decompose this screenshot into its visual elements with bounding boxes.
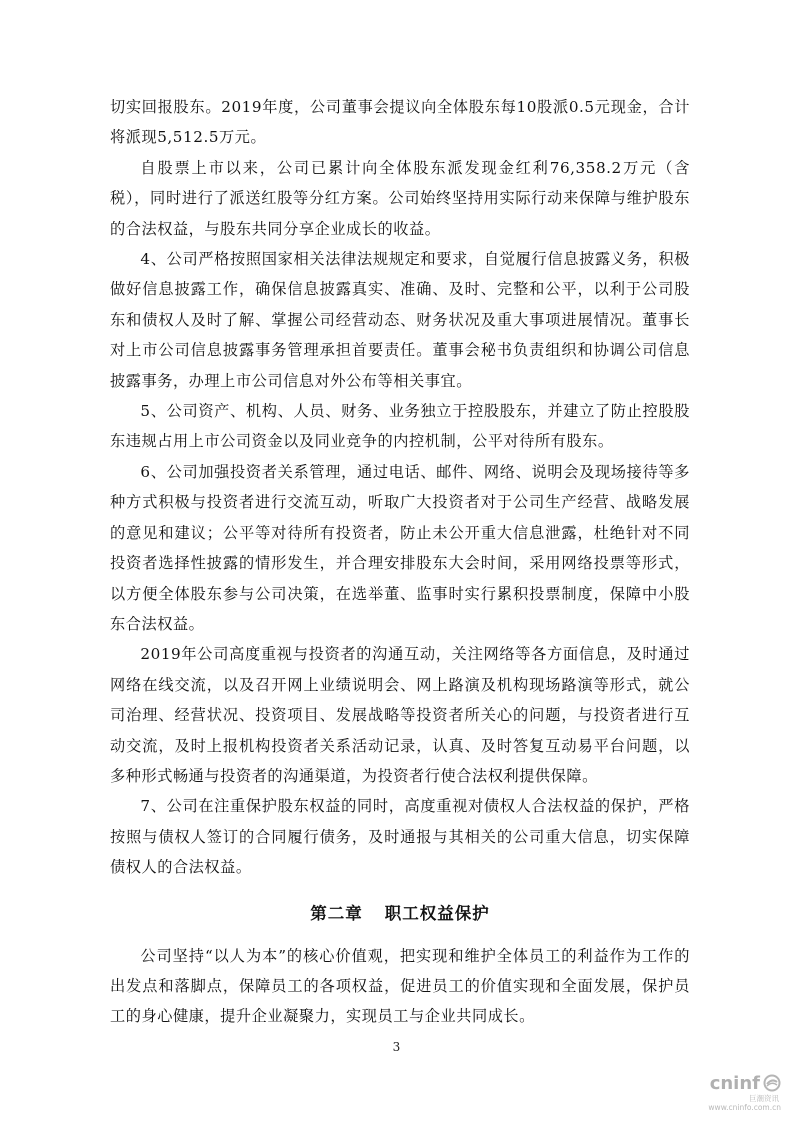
paragraph: 2019年公司高度重视与投资者的沟通互动，关注网络等各方面信息，及时通过网络在线交流，以及召开网上业绩说明会、网上路演及机构现场路演等形式，就公司治理、经营状况、投资项目、发展战略等投资者所关心的问题，与投资者进行互动交流，及时上报机构投资者关系活动记录，认真、及时答复互动易平台问题，以多种形式畅通与投资者的沟通渠道，为投资者行使合法权利提供保障。	[110, 645, 690, 785]
paragraph: 5、公司资产、机构、人员、财务、业务独立于控股股东，并建立了防止控股股东违规占用上市公司资金以及同业竞争的内控机制，公平对待所有股东。	[110, 402, 690, 451]
paragraph: 切实回报股东。2019年度，公司董事会提议向全体股东每10股派0.5元现金，合计将派现5,512.5万元。	[110, 98, 690, 147]
page-number: 3	[392, 1040, 401, 1054]
cninfo-watermark	[685, 1072, 781, 1116]
watermark-url: www.cninfo.com.cn	[708, 1103, 781, 1112]
paragraph: 4、公司严格按照国家相关法律法规规定和要求，自觉履行信息披露义务，积极做好信息披露工作，确保信息披露真实、准确、及时、完整和公平，以利于公司股东和债权人及时了解、掌握公司经营动态、财务状况及重大事项进展情况。董事长对上市公司信息披露事务管理承担首要责任。董事会秘书负责组织和协调公司信息披露事务，办理上市公司信息对外公布等相关事宜。	[110, 250, 690, 390]
paragraph: 公司坚持“以人为本”的核心价值观，把实现和维护全体员工的利益作为工作的出发点和落脚点，保障员工的各项权益，促进员工的价值实现和全面发展，保护员工的身心健康，提升企业凝聚力，实现员工与企业共同成长。	[110, 946, 690, 1026]
paragraphs-before-heading	[110, 92, 690, 883]
paragraph: 自股票上市以来，公司已累计向全体股东派发现金红利76,358.2万元（含税），同时进行了派送红股等分红方案。公司始终坚持用实际行动来保障与维护股东的合法权益，与股东共同分享企业成长的收益。	[110, 158, 690, 238]
watermark-logo	[685, 1072, 781, 1094]
paragraphs-after-heading	[110, 941, 690, 1032]
cninfo-swirl-icon	[763, 1074, 781, 1092]
chapter-number: 第二章	[310, 903, 363, 923]
paragraph: 7、公司在注重保护股东权益的同时，高度重视对债权人合法权益的保护，严格按照与债权人签订的合同履行债务，及时通报与其相关的公司重大信息，切实保障债权人的合法权益。	[110, 797, 690, 877]
chapter-title: 职工权益保护	[384, 903, 490, 923]
watermark-subtext: 巨潮资讯	[749, 1094, 779, 1103]
paragraph: 6、公司加强投资者关系管理，通过电话、邮件、网络、说明会及现场接待等多种方式积极与投资者进行交流互动，听取广大投资者对于公司生产经营、战略发展的意见和建议；公平等对待所有投资者，防止未公开重大信息泄露，杜绝针对不同投资者选择性披露的情形发生，并合理安排股东大会时间，采用网络投票等形式，以方便全体股东参与公司决策，在选举董、监事时实行累积投票制度，保障中小股东合法权益。	[110, 462, 690, 633]
document-body	[110, 92, 690, 1032]
chapter-heading	[110, 899, 690, 929]
watermark-logo-text: cninf	[709, 1072, 760, 1094]
